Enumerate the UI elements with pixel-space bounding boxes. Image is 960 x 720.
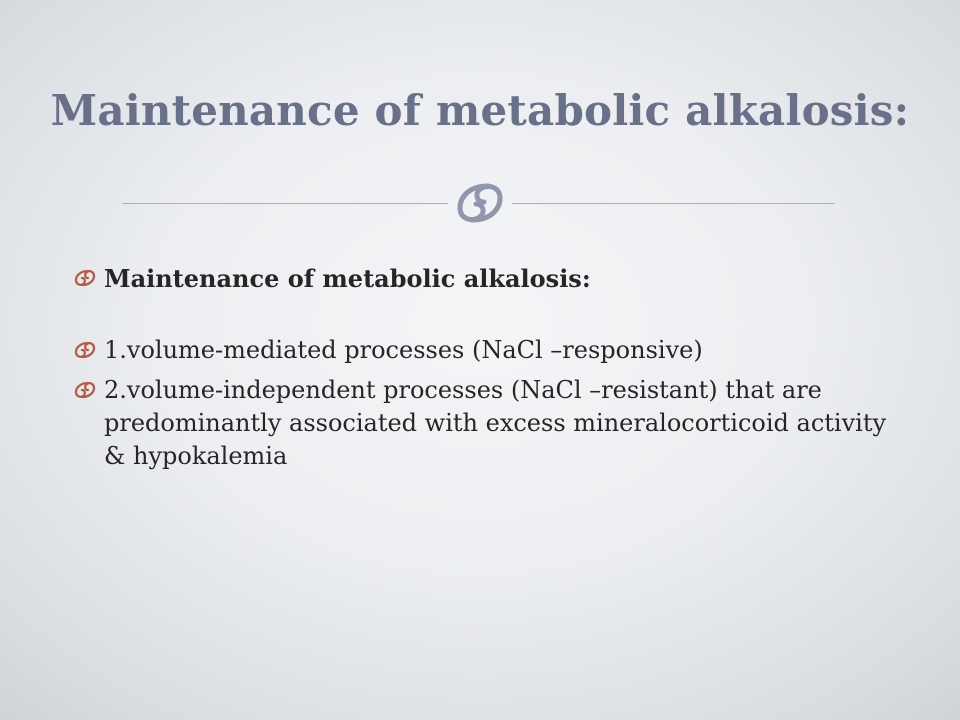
bullet-text: 1.volume-mediated processes (NaCl –responsive) — [104, 336, 703, 364]
bullet-text: Maintenance of metabolic alkalosis: — [104, 264, 591, 293]
scroll-ornament-icon — [448, 180, 512, 226]
title-divider-right — [512, 203, 835, 204]
title-divider-left — [122, 203, 448, 204]
bullet-text: 2.volume-independent processes (NaCl –resistant) that are predominantly associated with excess mineralocorticoid activity & hypokalemia — [104, 376, 887, 470]
scroll-bullet-icon — [72, 380, 98, 400]
scroll-bullet-icon — [72, 340, 98, 360]
scroll-bullet-icon — [72, 268, 98, 288]
slide-title: Maintenance of metabolic alkalosis: — [50, 86, 910, 135]
bullet-item — [72, 334, 703, 367]
bullet-item — [72, 374, 892, 473]
bullet-item — [72, 262, 591, 295]
